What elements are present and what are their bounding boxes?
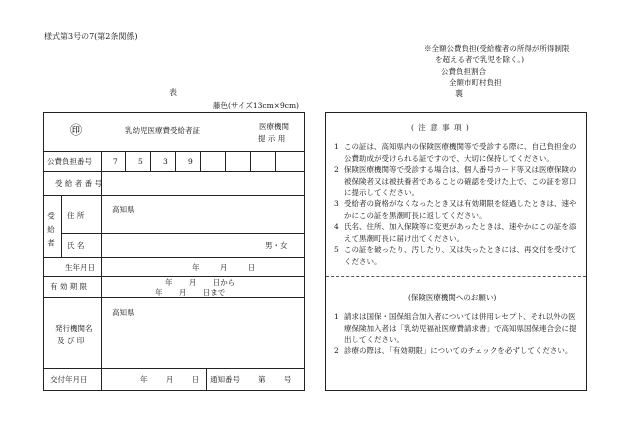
seal-mark: ㊞ bbox=[70, 123, 83, 137]
rule bbox=[43, 171, 305, 172]
payer-number-label: 公費負担番号 bbox=[47, 157, 92, 166]
notice-number-suffix: 第 号 bbox=[258, 375, 292, 384]
issue-date-label: 交付年月日 bbox=[50, 375, 88, 384]
card-front bbox=[43, 112, 305, 391]
payer-digit: 3 bbox=[163, 157, 168, 166]
rule bbox=[125, 151, 126, 171]
note-number: 1 bbox=[334, 142, 339, 151]
validity-from: 年 月 日から bbox=[165, 278, 236, 287]
issue-date-value: 年 月 日 bbox=[140, 375, 200, 384]
name-label: 氏 名 bbox=[67, 241, 85, 250]
note-number: 4 bbox=[334, 222, 339, 231]
request-heading: (保険医療機関へのお願い) bbox=[408, 293, 497, 302]
note-text: 氏名、住所、加入保険等に変更があったときは、速やかにこの証を添えて黒潮町長に届け出てください。 bbox=[344, 222, 577, 243]
rule bbox=[61, 195, 62, 257]
rule bbox=[43, 151, 305, 152]
rule bbox=[206, 368, 207, 391]
rule bbox=[43, 257, 305, 258]
rule bbox=[275, 151, 276, 171]
note-text: 保険医療機関等で受診する場合は、個人番号カード等又は医療保険の被保険者又は被扶養者であることの確認を受けた上で、この証を窓口に提示してください。 bbox=[344, 165, 577, 197]
validity-label: 有 効 期 限 bbox=[50, 282, 88, 291]
note-text: この証は、高知県内の保険医療機関等で受診する際に、自己負担金の公費助成が受けられる証ですので、大切に保持してください。 bbox=[344, 142, 577, 163]
issuer-value: 高知県 bbox=[112, 308, 135, 317]
front-label: 表 bbox=[169, 88, 177, 97]
top-note-line1: ※全額公費負担(受給権者の所得が所得制限 bbox=[424, 44, 570, 53]
top-note-line2: を超える者で乳児を除く。) bbox=[435, 55, 525, 64]
note-number: 2 bbox=[334, 165, 339, 174]
hospital-label-2: 提 示 用 bbox=[258, 134, 286, 143]
back-label: 裏 bbox=[455, 89, 463, 98]
request-text: 診療の際は、「有効期限」についてのチェックを必ずしてください。 bbox=[344, 346, 573, 355]
address-label: 住 所 bbox=[67, 211, 85, 220]
rule bbox=[200, 151, 201, 171]
rule bbox=[43, 195, 305, 196]
rule bbox=[43, 276, 305, 277]
color-note: 藤色(サイズ13cm×9cm) bbox=[213, 101, 299, 110]
rule bbox=[43, 368, 305, 369]
rule bbox=[43, 297, 305, 298]
birth-date-value: 年 月 日 bbox=[192, 263, 256, 272]
payer-digit: 5 bbox=[138, 157, 143, 166]
note-number: 3 bbox=[334, 199, 339, 208]
rule bbox=[61, 233, 305, 234]
note-text: この証を破ったり、汚したり、又は失ったときには、再交付を受けてください。 bbox=[344, 245, 577, 266]
rule bbox=[175, 151, 176, 171]
validity-to: 年 月 日まで bbox=[155, 288, 226, 297]
rule bbox=[150, 151, 151, 171]
address-value: 高知県 bbox=[112, 205, 135, 214]
notes-heading: ( 注 意 事 項 ) bbox=[411, 123, 469, 132]
top-note-line4: 全額市町村負担 bbox=[449, 78, 502, 87]
rule bbox=[250, 151, 251, 171]
notice-number-label: 通知番号 bbox=[210, 375, 240, 384]
birth-date-label: 生年月日 bbox=[65, 263, 95, 272]
note-number: 5 bbox=[334, 245, 339, 254]
request-number: 1 bbox=[334, 312, 339, 321]
card-title: 乳幼児医療費受給者証 bbox=[125, 126, 200, 135]
issuer-label-1: 発行機関名 bbox=[55, 324, 93, 333]
rule bbox=[225, 151, 226, 171]
recipient-number-label: 受 給 者 番 号 bbox=[55, 179, 103, 188]
divider bbox=[326, 276, 586, 277]
payer-digit: 9 bbox=[188, 157, 193, 166]
request-number: 2 bbox=[334, 346, 339, 355]
note-text: 受給者の資格がなくなったとき又は有効期限を経過したときは、速やかにこの証を黒潮町長に返してください。 bbox=[344, 199, 577, 220]
recipient-side-label: 受給者 bbox=[46, 212, 56, 253]
form-number: 様式第3号の7(第2条関係) bbox=[44, 32, 138, 41]
request-text: 請求は国保・国保組合加入者については併用レセプト、それ以外の医療保険加入者は「乳幼児福祉医療費請求書」で高知県国保連合会に提出してください。 bbox=[344, 312, 577, 344]
issuer-label-2: 及 び 印 bbox=[57, 336, 85, 345]
top-note-line3: 公費負担割合 bbox=[441, 67, 486, 76]
payer-digit: 7 bbox=[113, 157, 118, 166]
hospital-label-1: 医療機関 bbox=[259, 122, 289, 131]
gender-options: 男・女 bbox=[265, 241, 288, 250]
